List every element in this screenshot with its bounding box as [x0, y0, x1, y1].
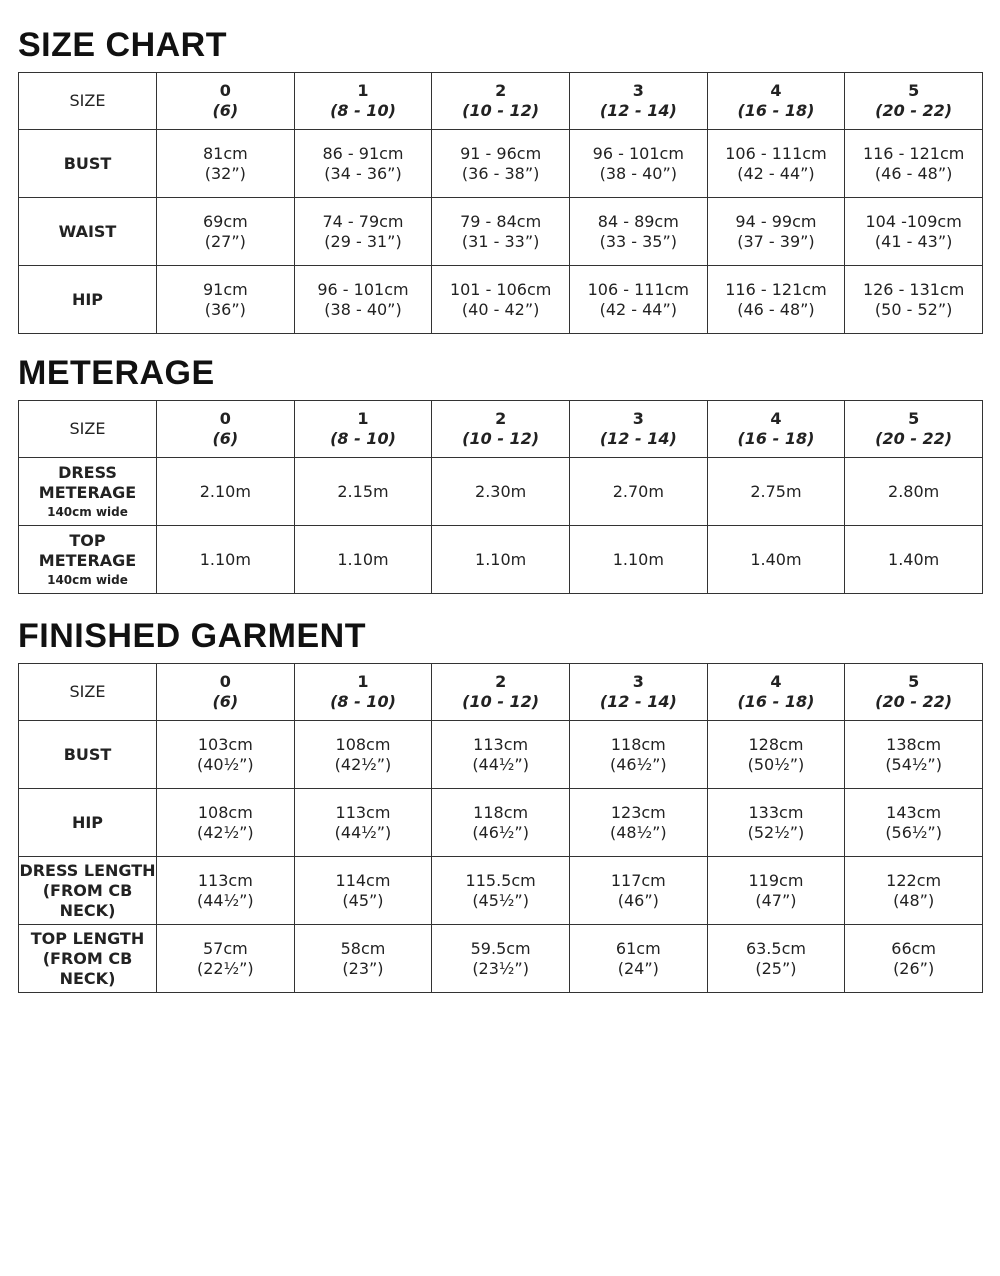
size-number: 3 [632, 409, 644, 428]
row-label-sub: 140cm wide [47, 504, 128, 519]
inch-value: (42½”) [334, 754, 392, 774]
size-number: 4 [770, 409, 782, 428]
table-row [19, 198, 983, 266]
size-number: 2 [495, 672, 507, 691]
measurement-cell [294, 925, 432, 993]
measurement-cell [845, 198, 983, 266]
row-label [19, 526, 157, 594]
measurement-cell [294, 266, 432, 334]
inch-value: (41 - 43”) [874, 231, 953, 251]
measurement-cell [157, 925, 295, 993]
cm-value: 123cm [610, 802, 666, 822]
cm-value: 86 - 91cm [322, 143, 404, 163]
row-label-main: HIP [71, 812, 104, 832]
cm-value: 116 - 121cm [725, 279, 827, 299]
size-number: 0 [219, 409, 231, 428]
size-range: (16 - 18) [737, 692, 815, 711]
cm-value: 128cm [748, 734, 804, 754]
size-range: (6) [212, 429, 239, 448]
row-label-main: BUST [63, 744, 112, 764]
row-label-sub: (FROM CB NECK) [42, 880, 133, 920]
size-column-header [707, 73, 845, 130]
inch-value: (36”) [204, 299, 246, 319]
size-number: 1 [357, 409, 369, 428]
inch-value: (22½”) [197, 958, 254, 978]
measurement-cell [569, 266, 707, 334]
size-column-header [569, 664, 707, 721]
row-label-sub: 140cm wide [47, 572, 128, 587]
measurement-cell [569, 789, 707, 857]
meterage-cell: 1.10m [432, 526, 570, 594]
cm-value: 133cm [748, 802, 804, 822]
cm-value: 113cm [335, 802, 391, 822]
inch-value: (25”) [755, 958, 797, 978]
size-range: (8 - 10) [330, 101, 396, 120]
inch-value: (48½”) [609, 822, 667, 842]
inch-value: (32”) [204, 163, 246, 183]
inch-value: (42½”) [197, 822, 254, 842]
cm-value: 58cm [340, 938, 386, 958]
measurement-cell [707, 857, 845, 925]
size-number: 3 [632, 81, 644, 100]
size-column-header [707, 401, 845, 458]
measurement-cell [432, 721, 570, 789]
inch-value: (27”) [204, 231, 246, 251]
inch-value: (45½”) [472, 890, 529, 910]
row-label-main: TOP LENGTH [30, 928, 145, 948]
cm-value: 118cm [473, 802, 529, 822]
size-chart-title: SIZE CHART [18, 26, 227, 64]
inch-value: (33 - 35”) [599, 231, 678, 251]
cm-value: 106 - 111cm [725, 143, 827, 163]
cm-value: 96 - 101cm [592, 143, 684, 163]
table-row [19, 857, 983, 925]
measurement-cell [432, 789, 570, 857]
inch-value: (50 - 52”) [874, 299, 953, 319]
inch-value: (31 - 33”) [461, 231, 540, 251]
size-number: 5 [908, 81, 920, 100]
row-label-main: DRESS LENGTH [19, 860, 156, 880]
meterage-body [19, 401, 983, 594]
row-label: WAIST [19, 198, 157, 266]
size-header-label: SIZE [19, 401, 157, 458]
inch-value: (46½”) [472, 822, 529, 842]
measurement-cell [707, 266, 845, 334]
table-row [19, 458, 983, 526]
size-header-label: SIZE [19, 664, 157, 721]
measurement-cell [707, 130, 845, 198]
size-number: 4 [770, 672, 782, 691]
measurement-cell [157, 789, 295, 857]
size-column-header [157, 401, 295, 458]
finished-garment-table [18, 663, 983, 993]
inch-value: (40 - 42”) [461, 299, 540, 319]
inch-value: (40½”) [197, 754, 254, 774]
measurement-cell [432, 130, 570, 198]
inch-value: (42 - 44”) [599, 299, 678, 319]
row-label-main: DRESS METERAGE [38, 462, 137, 502]
size-chart-body [19, 73, 983, 334]
row-label [19, 721, 157, 789]
size-number: 2 [495, 81, 507, 100]
size-range: (12 - 14) [599, 429, 677, 448]
cm-value: 106 - 111cm [587, 279, 689, 299]
measurement-cell [707, 925, 845, 993]
size-column-header [569, 73, 707, 130]
size-range: (20 - 22) [875, 692, 953, 711]
measurement-cell [294, 198, 432, 266]
inch-value: (24”) [617, 958, 659, 978]
inch-value: (44½”) [472, 754, 529, 774]
size-number: 3 [632, 672, 644, 691]
cm-value: 57cm [202, 938, 248, 958]
meterage-cell: 2.75m [707, 458, 845, 526]
size-range: (10 - 12) [462, 692, 540, 711]
cm-value: 96 - 101cm [317, 279, 409, 299]
cm-value: 91cm [202, 279, 248, 299]
cm-value: 79 - 84cm [460, 211, 542, 231]
inch-value: (48”) [893, 890, 935, 910]
cm-value: 113cm [197, 870, 253, 890]
table-row [19, 721, 983, 789]
meterage-cell: 1.10m [294, 526, 432, 594]
size-range: (10 - 12) [462, 101, 540, 120]
inch-value: (26”) [893, 958, 935, 978]
meterage-cell: 1.40m [845, 526, 983, 594]
measurement-cell [432, 857, 570, 925]
size-column-header [845, 664, 983, 721]
inch-value: (45”) [342, 890, 384, 910]
cm-value: 116 - 121cm [862, 143, 965, 163]
measurement-cell [294, 721, 432, 789]
size-number: 1 [357, 672, 369, 691]
inch-value: (56½”) [885, 822, 942, 842]
header-row [19, 73, 983, 130]
meterage-cell: 2.10m [157, 458, 295, 526]
table-row [19, 925, 983, 993]
inch-value: (23½”) [472, 958, 529, 978]
size-column-header [432, 401, 570, 458]
cm-value: 138cm [886, 734, 942, 754]
cm-value: 101 - 106cm [449, 279, 552, 299]
size-range: (12 - 14) [599, 101, 677, 120]
meterage-table [18, 400, 983, 594]
size-number: 0 [219, 672, 231, 691]
size-range: (6) [212, 692, 239, 711]
cm-value: 69cm [202, 211, 248, 231]
size-number: 4 [770, 81, 782, 100]
measurement-cell [845, 266, 983, 334]
measurement-cell [157, 130, 295, 198]
cm-value: 143cm [886, 802, 942, 822]
measurement-cell [157, 198, 295, 266]
meterage-cell: 2.70m [569, 458, 707, 526]
measurement-cell [432, 266, 570, 334]
inch-value: (34 - 36”) [324, 163, 402, 183]
row-label [19, 925, 157, 993]
size-range: (6) [212, 101, 239, 120]
size-column-header [569, 401, 707, 458]
measurement-cell [569, 130, 707, 198]
cm-value: 91 - 96cm [460, 143, 542, 163]
inch-value: (38 - 40”) [324, 299, 402, 319]
meterage-title: METERAGE [18, 354, 215, 392]
size-number: 5 [908, 672, 920, 691]
cm-value: 126 - 131cm [862, 279, 965, 299]
size-column-header [294, 401, 432, 458]
meterage-cell: 1.10m [569, 526, 707, 594]
inch-value: (37 - 39”) [737, 231, 815, 251]
meterage-cell: 2.80m [845, 458, 983, 526]
inch-value: (47”) [755, 890, 797, 910]
cm-value: 61cm [615, 938, 661, 958]
header-row [19, 401, 983, 458]
inch-value: (38 - 40”) [599, 163, 678, 183]
size-range: (16 - 18) [737, 101, 815, 120]
measurement-cell [845, 721, 983, 789]
header-row [19, 664, 983, 721]
size-column-header [707, 664, 845, 721]
meterage-cell: 1.10m [157, 526, 295, 594]
measurement-cell [432, 925, 570, 993]
table-row [19, 526, 983, 594]
meterage-cell: 2.15m [294, 458, 432, 526]
size-range: (8 - 10) [330, 692, 396, 711]
inch-value: (23”) [342, 958, 384, 978]
size-column-header [432, 73, 570, 130]
cm-value: 114cm [335, 870, 391, 890]
size-number: 2 [495, 409, 507, 428]
inch-value: (52½”) [747, 822, 805, 842]
size-number: 1 [357, 81, 369, 100]
size-range: (16 - 18) [737, 429, 815, 448]
cm-value: 118cm [610, 734, 666, 754]
row-label-main: TOP METERAGE [38, 530, 137, 570]
measurement-cell [294, 130, 432, 198]
inch-value: (29 - 31”) [324, 231, 402, 251]
row-label [19, 458, 157, 526]
measurement-cell [569, 721, 707, 789]
size-column-header [294, 664, 432, 721]
size-range: (20 - 22) [875, 101, 953, 120]
cm-value: 108cm [335, 734, 391, 754]
measurement-cell [845, 130, 983, 198]
inch-value: (36 - 38”) [461, 163, 540, 183]
table-row [19, 789, 983, 857]
size-number: 5 [908, 409, 920, 428]
measurement-cell [845, 857, 983, 925]
measurement-cell [569, 857, 707, 925]
cm-value: 119cm [748, 870, 804, 890]
inch-value: (46 - 48”) [737, 299, 815, 319]
measurement-cell [845, 925, 983, 993]
table-row [19, 130, 983, 198]
cm-value: 115.5cm [465, 870, 536, 890]
size-range: (8 - 10) [330, 429, 396, 448]
row-label: BUST [19, 130, 157, 198]
cm-value: 94 - 99cm [735, 211, 817, 231]
cm-value: 103cm [197, 734, 253, 754]
measurement-cell [707, 198, 845, 266]
size-column-header [294, 73, 432, 130]
row-label [19, 857, 157, 925]
finished-garment-title: FINISHED GARMENT [18, 617, 366, 655]
inch-value: (44½”) [197, 890, 254, 910]
measurement-cell [707, 789, 845, 857]
row-label-sub: (FROM CB NECK) [42, 948, 133, 988]
size-range: (10 - 12) [462, 429, 540, 448]
size-range: (12 - 14) [599, 692, 677, 711]
cm-value: 117cm [610, 870, 666, 890]
table-row [19, 266, 983, 334]
row-label: HIP [19, 266, 157, 334]
size-header-label: SIZE [19, 73, 157, 130]
meterage-cell: 2.30m [432, 458, 570, 526]
inch-value: (42 - 44”) [737, 163, 815, 183]
measurement-cell [569, 925, 707, 993]
inch-value: (46”) [617, 890, 659, 910]
cm-value: 122cm [886, 870, 942, 890]
cm-value: 66cm [891, 938, 937, 958]
measurement-cell [294, 857, 432, 925]
inch-value: (54½”) [885, 754, 942, 774]
inch-value: (44½”) [334, 822, 392, 842]
size-chart-table [18, 72, 983, 334]
inch-value: (50½”) [747, 754, 805, 774]
cm-value: 84 - 89cm [597, 211, 679, 231]
cm-value: 81cm [202, 143, 248, 163]
inch-value: (46 - 48”) [874, 163, 953, 183]
size-column-header [157, 664, 295, 721]
meterage-cell: 1.40m [707, 526, 845, 594]
cm-value: 108cm [197, 802, 253, 822]
cm-value: 59.5cm [470, 938, 531, 958]
measurement-cell [569, 198, 707, 266]
cm-value: 104 -109cm [865, 211, 962, 231]
size-column-header [845, 401, 983, 458]
cm-value: 63.5cm [745, 938, 806, 958]
measurement-cell [157, 266, 295, 334]
size-column-header [432, 664, 570, 721]
measurement-cell [845, 789, 983, 857]
inch-value: (46½”) [609, 754, 667, 774]
cm-value: 113cm [473, 734, 529, 754]
finished-garment-body [19, 664, 983, 993]
measurement-cell [432, 198, 570, 266]
size-column-header [845, 73, 983, 130]
measurement-cell [294, 789, 432, 857]
size-number: 0 [219, 81, 231, 100]
row-label [19, 789, 157, 857]
measurement-cell [157, 721, 295, 789]
measurement-cell [707, 721, 845, 789]
size-range: (20 - 22) [875, 429, 953, 448]
measurement-cell [157, 857, 295, 925]
size-column-header [157, 73, 295, 130]
cm-value: 74 - 79cm [322, 211, 404, 231]
